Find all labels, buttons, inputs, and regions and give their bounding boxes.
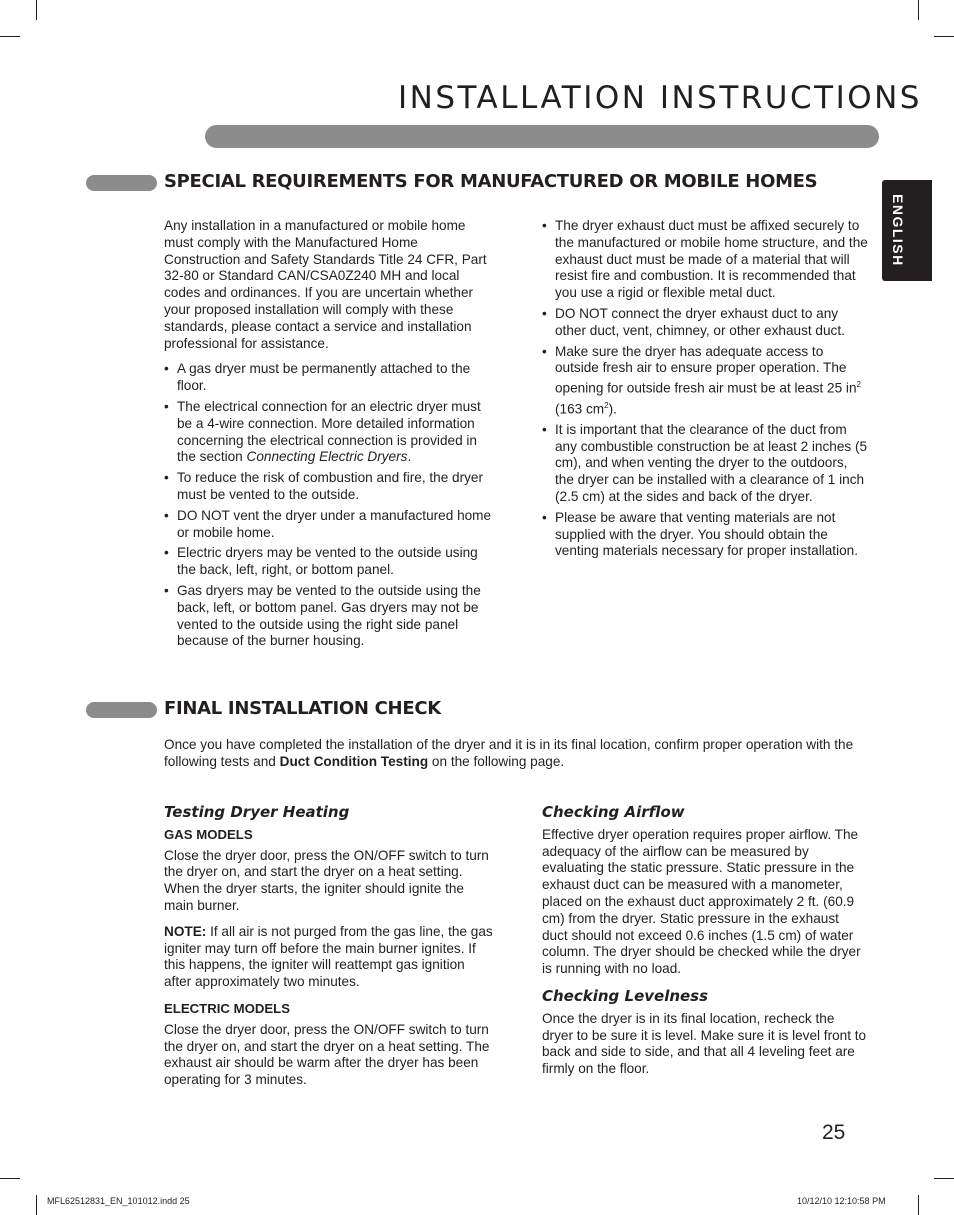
crop-mark — [918, 1195, 919, 1215]
sub-heading-airflow: Checking Airflow — [542, 803, 685, 821]
list-item: • To reduce the risk of combustion and fire, the dryer must be vented to the outside. — [164, 470, 494, 504]
bullet-list — [542, 218, 870, 560]
checks-right-column — [542, 804, 867, 1087]
sub-heading-levelness: Checking Levelness — [542, 986, 709, 1005]
list-item: • The dryer exhaust duct must be affixed securely to the manufactured or mobile home structure, and the exhaust duct must be made of a material that will resist fire and combustion. It is recommended that you use a rigid or flexible metal duct. — [542, 218, 870, 302]
list-item: • Please be aware that venting materials are not supplied with the dryer. You should obtain the venting materials necessary for proper installation. — [542, 510, 870, 560]
sub-heading-testing-heating: Testing Dryer Heating — [164, 803, 350, 821]
gas-models-label: GAS MODELS — [164, 826, 253, 842]
list-item: • The electrical connection for an electric dryer must be a 4-wire connection. More detailed information concerning the electrical connection is provided in the section Connecting Electric Dryers. — [164, 399, 494, 466]
special-requirements-intro: Any installation in a manufactured or mobile home must comply with the Manufactured Home Construction and Safety Standards Title 24 CFR, Part 32-80 or Standard CAN/CSA0Z240 MH and local codes and ordinances. If you are uncertain whether your proposed installation will comply with these standards, please contact a service and installation professional for assistance. — [164, 218, 487, 351]
file-slug: MFL62512831_EN_101012.indd 25 — [47, 1196, 190, 1206]
crop-mark — [36, 0, 37, 20]
language-tab-label: ENGLISH — [890, 194, 906, 267]
levelness-text: Once the dryer is in its final location, recheck the dryer to be sure it is level. Make sure it is level front to back and side to side, and that all 4 leveling feet are firmly on the floor. — [542, 1010, 867, 1077]
section-reference: Connecting Electric Dryers — [246, 449, 408, 465]
airflow-text: Effective dryer operation requires proper airflow. The adequacy of the airflow can be measured by evaluating the static pressure. Static pressure in the exhaust duct can be measured with a manometer, placed on the exhaust duct approximately 2 ft. (60.9 cm) from the dryer. Static pressure in the exhaust duct should not exceed 0.6 inches (1.5 cm) of water column. The dryer should be checked while the dryer is running with no load. — [542, 826, 861, 977]
page-title: INSTALLATION INSTRUCTIONS — [398, 80, 922, 116]
list-item: • A gas dryer must be permanently attached to the floor. — [164, 361, 494, 395]
list-item: • Gas dryers may be vented to the outside using the back, left, or bottom panel. Gas dryers may not be vented to the outside using the right side panel because of the burner housing. — [164, 583, 494, 650]
crop-mark — [934, 1178, 954, 1179]
list-item: • It is important that the clearance of the duct from any combustible construction be at least 2 inches (5 cm), and when venting the dryer to the outdoors, the dryer can be installed with a clearance of 1 inch (2.5 cm) at the sides and back of the dryer. — [542, 422, 870, 506]
language-tab — [882, 180, 932, 281]
list-item: • Electric dryers may be vented to the outside using the back, left, right, or bottom panel. — [164, 545, 494, 579]
page-number: 25 — [822, 1121, 846, 1144]
crop-mark — [0, 36, 20, 37]
crop-mark — [0, 1178, 20, 1179]
section-marker — [86, 702, 157, 718]
timestamp-slug: 10/12/10 12:10:58 PM — [797, 1196, 886, 1206]
crop-mark — [36, 1195, 37, 1215]
electric-models-label: ELECTRIC MODELS — [164, 1000, 291, 1016]
electric-models-text: Close the dryer door, press the ON/OFF switch to turn the dryer on, and start the dryer on a heat setting. The exhaust air should be warm after the dryer has been operating for 3 minutes. — [164, 1021, 490, 1088]
crop-mark — [918, 0, 919, 20]
note-paragraph: NOTE: If all air is not purged from the gas line, the gas igniter may turn off before the main burner ignites. If this happens, the igniter will reattempt gas ignition after approximately two minutes. — [164, 923, 493, 990]
title-bar — [205, 125, 879, 148]
bullet-list — [164, 361, 494, 650]
special-requirements-right-column — [542, 218, 870, 564]
section-heading-final-check: FINAL INSTALLATION CHECK — [164, 698, 441, 719]
section-marker — [86, 175, 157, 191]
gas-models-text: Close the dryer door, press the ON/OFF switch to turn the dryer on, and start the dryer on a heat setting. When the dryer starts, the igniter should ignite the main burner. — [164, 847, 489, 913]
special-requirements-left-column — [164, 218, 494, 654]
crop-mark — [934, 36, 954, 37]
list-item: • DO NOT connect the dryer exhaust duct to any other duct, vent, chimney, or other exhaust duct. — [542, 306, 870, 340]
list-item: • Make sure the dryer has adequate access to outside fresh air to ensure proper operation. The opening for outside fresh air must be at least 25 $in^2$ (163 $cm^2$). — [542, 344, 870, 418]
testing-heating-column — [164, 804, 494, 1098]
list-item: • DO NOT vent the dryer under a manufactured home or mobile home. — [164, 508, 494, 542]
final-check-intro: Once you have completed the installation of the dryer and it is in its final location, confirm proper operation with the following tests and Duct Condition Testing on the following page. — [164, 737, 854, 769]
section-heading-special-requirements: SPECIAL REQUIREMENTS FOR MANUFACTURED OR MOBILE HOMES — [164, 171, 818, 192]
